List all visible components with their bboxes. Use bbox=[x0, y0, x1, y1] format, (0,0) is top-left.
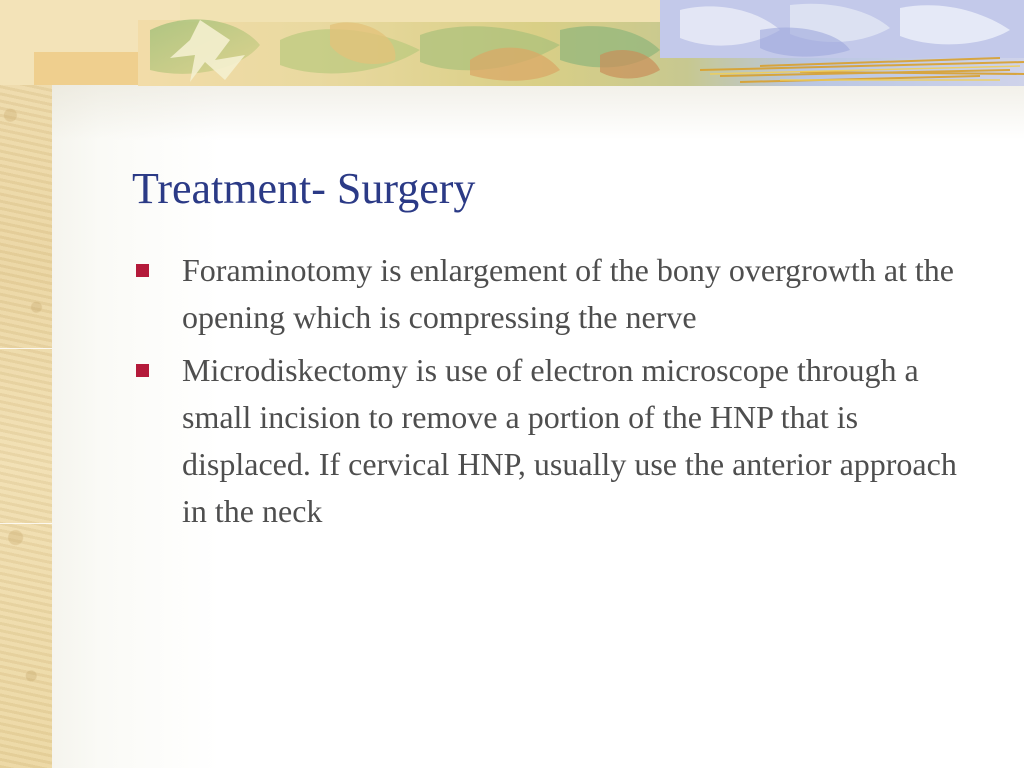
slide-title: Treatment- Surgery bbox=[132, 164, 476, 213]
strip-seam bbox=[0, 348, 52, 349]
list-item bbox=[132, 247, 972, 341]
square-bullet-icon bbox=[136, 364, 149, 377]
bullet-list bbox=[132, 247, 972, 541]
list-item bbox=[132, 347, 972, 535]
strip-seam bbox=[0, 523, 52, 524]
decorative-banner-image bbox=[0, 0, 1024, 95]
bullet-text: Microdiskectomy is use of electron microscope through a small incision to remove a portion of the HNP that is displaced. If cervical HNP, usually use the anterior approach in the neck bbox=[182, 352, 957, 529]
square-bullet-icon bbox=[136, 264, 149, 277]
left-parchment-strip bbox=[0, 0, 52, 768]
bullet-text: Foraminotomy is enlargement of the bony overgrowth at the opening which is compressing the nerve bbox=[182, 252, 954, 335]
